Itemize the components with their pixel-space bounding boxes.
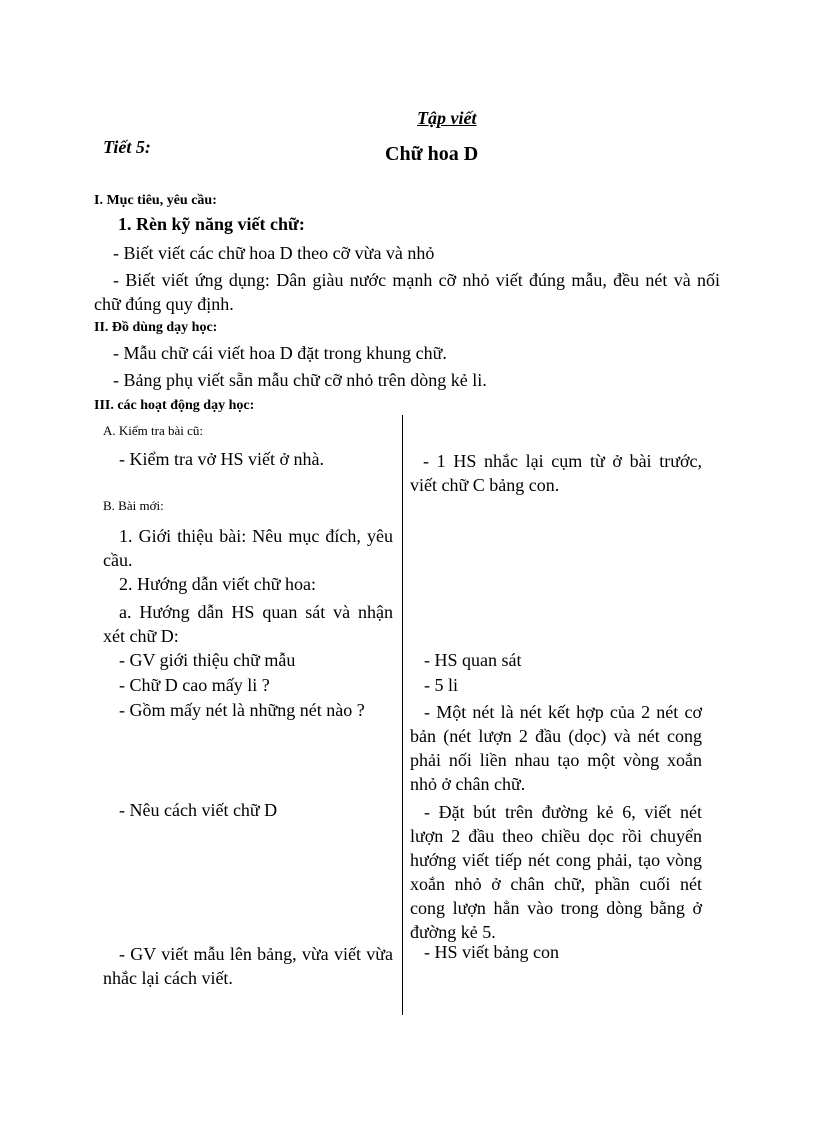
page-title: Chữ hoa D <box>385 143 479 165</box>
teacher-activity: - GV viết mẫu lên bảng, vừa viết vừa nhắc lại cách viết. <box>103 944 393 988</box>
teacher-activity: - Kiểm tra vở HS viết ở nhà. <box>119 449 324 469</box>
teacher-activity: 1. Giới thiệu bài: Nêu mục đích, yêu cầu. <box>103 526 393 570</box>
student-activity: - 1 HS nhắc lại cụm từ ở bài trước, viết chữ C bảng con. <box>410 451 702 495</box>
teacher-activity: - Nêu cách viết chữ D <box>119 800 278 820</box>
section-2-heading: II. Đồ dùng dạy học: <box>94 320 218 335</box>
objective-item: - Biết viết ứng dụng: Dân giàu nước mạnh cỡ nhỏ viết đúng mẫu, đều nét và nối chữ đúng quy định. <box>94 270 720 314</box>
column-divider <box>402 415 403 1015</box>
material-item: - Bảng phụ viết sẵn mẫu chữ cỡ nhỏ trên dòng kẻ li. <box>113 370 487 390</box>
teacher-activity: a. Hướng dẫn HS quan sát và nhận xét chữ D: <box>103 602 393 646</box>
part-a-heading: A. Kiểm tra bài cũ: <box>103 423 203 438</box>
student-activity: - HS viết bảng con <box>424 942 559 962</box>
teacher-activity: - Gồm mấy nét là những nét nào ? <box>119 700 365 720</box>
student-activity: - Một nét là nét kết hợp của 2 nét cơ bản (nét lượn 2 đầu (dọc) và nét cong phải nối liền nhau tạo một vòng xoắn nhỏ ở chân chữ. <box>410 702 702 794</box>
student-activity: - Đặt bút trên đường kẻ 6, viết nét lượn 2 đầu theo chiều dọc rồi chuyển hướng viết tiếp nét cong phải, tạo vòng xoắn nhỏ ở chân chữ, phần cuối nét cong lượn hẳn vào trong dòng bằng ở đường kẻ 5. <box>410 802 702 942</box>
student-activity: - HS quan sát <box>424 650 522 670</box>
objective-item: - Biết viết các chữ hoa D theo cỡ vừa và nhỏ <box>113 243 435 263</box>
lesson-number: Tiết 5: <box>103 137 151 157</box>
student-activity: - 5 li <box>424 675 458 695</box>
subject-heading: Tập viết <box>417 108 477 128</box>
section-1-subheading: 1. Rèn kỹ năng viết chữ: <box>118 214 305 234</box>
material-item: - Mẫu chữ cái viết hoa D đặt trong khung chữ. <box>113 343 447 363</box>
teacher-activity: - GV giới thiệu chữ mẫu <box>119 650 296 670</box>
section-1-heading: I. Mục tiêu, yêu cầu: <box>94 193 217 208</box>
part-b-heading: B. Bài mới: <box>103 498 164 513</box>
teacher-activity: 2. Hướng dẫn viết chữ hoa: <box>119 574 316 594</box>
section-3-heading: III. các hoạt động dạy học: <box>94 398 255 413</box>
teacher-activity: - Chữ D cao mấy li ? <box>119 675 270 695</box>
